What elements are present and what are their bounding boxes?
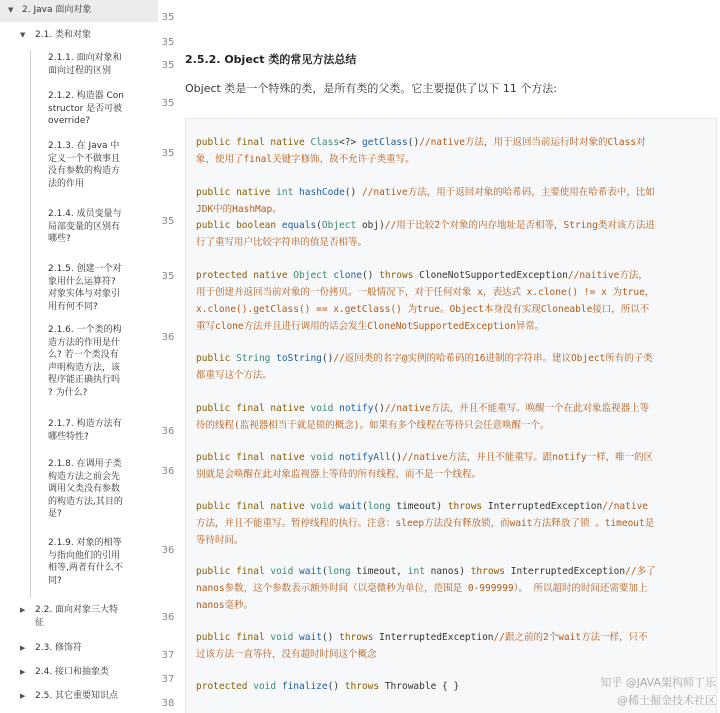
toc-item-label: 2.1.3. 在 Java 中 — [48, 141, 120, 151]
caret-down-icon[interactable]: ▼ — [20, 31, 26, 39]
toc-item[interactable] — [48, 418, 148, 443]
code-statement — [196, 267, 706, 335]
caret-right-icon[interactable]: ▶ — [20, 692, 26, 700]
toc-page-number: 35 — [161, 60, 175, 71]
code-line: 重写clone方法并且进行调用的话会发生CloneNotSupportedException异常。 — [196, 321, 545, 332]
toc-item-label: 面向过程的区别 — [48, 65, 112, 76]
code-line: 过该方法一直等待，没有超时时间这个概念 — [196, 649, 377, 660]
code-line: protected void finalize() throws Throwable { } — [196, 681, 460, 692]
toc-item-label: 2.1.6. 一个类的构 — [48, 325, 122, 335]
toc-page-number: 35 — [161, 148, 175, 159]
toc-item[interactable] — [35, 642, 148, 655]
code-line: public final native Class<?> getClass()//native方法，用于返回当前运行时对象的Class对 — [196, 137, 646, 148]
code-block — [185, 118, 717, 713]
code-line: public final void wait(long timeout, int nanos) throws InterruptedException//多了 — [196, 566, 656, 577]
toc-item-label: 与指向他们的引用 — [48, 550, 121, 561]
toc-item[interactable] — [35, 690, 148, 703]
code-line: 别就是会唤醒在此对象监视器上等待的所有线程，而不是一个线程。 — [196, 469, 482, 480]
code-statement — [196, 400, 706, 434]
toc-item-label: 么? 若一个类没有 — [48, 350, 119, 361]
toc-item-label: 没有参数的构造方 — [48, 166, 121, 177]
code-statement — [196, 184, 706, 218]
toc-page-number: 37 — [161, 674, 175, 685]
toc-page-number: 36 — [161, 332, 175, 343]
toc-item-label: 定义一个不做事且 — [48, 153, 121, 164]
toc-item-label: 2.1.5. 创建一个对 — [48, 264, 122, 274]
code-line: protected native Object clone() throws CloneNotSupportedException//naitive方法， — [196, 270, 648, 281]
toc-page-number: 36 — [161, 545, 175, 556]
code-line: 都重写这个方法。 — [196, 370, 273, 381]
code-line: public boolean equals(Object obj)//用于比较2个对象的内存地址是否相等，String类对该方法进 — [196, 220, 655, 231]
toc-item-label: 调用父类没有参数 — [48, 484, 121, 495]
toc-item-label: 声明构造方法，该 — [48, 362, 121, 373]
toc-page-number: 35 — [161, 216, 175, 227]
toc-item-label: 2.1. 类和对象 — [35, 30, 92, 40]
code-line: 象，使用了final关键字修饰，故不允许子类重写。 — [196, 154, 415, 165]
code-statement — [196, 350, 706, 384]
toc-item[interactable] — [48, 208, 148, 246]
toc-item-label: 是? — [48, 509, 62, 520]
toc-item[interactable] — [48, 263, 148, 313]
code-line: x.clone().getClass() == x.getClass() 为true。Object本身没有实现Cloneable接口，所以不 — [196, 304, 650, 315]
page-number-column — [157, 0, 179, 712]
watermark-juejin: @稀土掘金技术社区 — [617, 694, 716, 707]
watermark-zhihu: 知乎 @JAVA架构师丁乐 — [600, 676, 716, 689]
toc-item-label: 程序能正确执行吗 — [48, 375, 121, 386]
toc-item-label: 造方法的作用是什 — [48, 337, 121, 348]
toc-item-label: override? — [48, 116, 91, 127]
code-line: public final native void notifyAll()//native方法，并且不能重写。跟notify一样，唯一的区 — [196, 452, 654, 463]
toc-item-label: 对象实体与对象引 — [48, 289, 121, 300]
toc-item-label: 同? — [48, 575, 62, 586]
toc-indent-guide — [30, 50, 31, 598]
toc-page-number: 35 — [161, 37, 175, 48]
toc-item[interactable] — [35, 604, 148, 629]
toc-item-label: 2.4. 接口和抽象类 — [35, 667, 110, 677]
toc-page-number: 35 — [161, 12, 175, 23]
code-line: nanos毫秒。 — [196, 600, 254, 611]
code-line: 方法，并且不能重写。暂停线程的执行。注意：sleep方法没有释放锁，而wait方法释放了锁 。timeout是 — [196, 518, 655, 529]
toc-page-number: 36 — [161, 426, 175, 437]
toc-item[interactable] — [48, 537, 148, 587]
toc-item-label: 的构造方法,其目的 — [48, 496, 123, 507]
toc-item-label: 2.2. 面向对象三大特 — [35, 605, 119, 615]
code-line: JDK中的HashMap。 — [196, 204, 282, 215]
code-statement — [196, 563, 706, 614]
caret-down-icon[interactable]: ▼ — [8, 6, 14, 14]
document-content — [180, 0, 720, 712]
code-line: public final native void notify()//native方法，并且不能重写。唤醒一个在此对象监视器上等 — [196, 403, 650, 414]
toc-item-label: 2.1.4. 成员变量与 — [48, 209, 122, 219]
toc-item-label: 哪些? — [48, 234, 71, 245]
code-line: nanos参数，这个参数表示额外时间（以毫微秒为单位，范围是 0-999999）。 所以超时的时间还需要加上 — [196, 583, 648, 594]
toc-item[interactable] — [48, 140, 148, 190]
toc-item[interactable] — [35, 29, 148, 42]
toc-item-label: 哪些特性? — [48, 431, 89, 442]
toc-page-number: 35 — [161, 98, 175, 109]
section-intro: Object 类是一个特殊的类，是所有类的父类。它主要提供了以下 11 个方法: — [185, 82, 558, 95]
code-line: public final native void wait(long timeout) throws InterruptedException//native — [196, 501, 649, 512]
toc-item-label: 2.1.2. 构造器 Con — [48, 91, 124, 101]
code-statement — [196, 498, 706, 549]
toc-item[interactable] — [48, 52, 148, 77]
toc-page-number: 38 — [161, 698, 175, 709]
toc-item-label: 2.5. 其它重要知识点 — [35, 691, 119, 701]
toc-page-number: 37 — [161, 650, 175, 661]
code-line: 用于创建并返回当前对象的一份拷贝。一般情况下，对于任何对象 x，表达式 x.clone() != x 为true， — [196, 287, 655, 298]
toc-item-label: 2.1.8. 在调用子类 — [48, 459, 122, 469]
code-statement — [196, 629, 706, 663]
code-line: 待的线程(监视器相当于就是锁的概念)。如果有多个线程在等待只会任意唤醒一个。 — [196, 420, 550, 431]
caret-right-icon[interactable]: ▶ — [20, 644, 26, 652]
toc-item-label: 象用什么运算符? — [48, 276, 116, 287]
toc-page-number: 35 — [161, 271, 175, 282]
toc-page-number: 36 — [161, 612, 175, 623]
code-line: public final void wait() throws InterruptedException//跟之前的2个wait方法一样，只不 — [196, 632, 648, 643]
toc-item-label: 2.1.9. 对象的相等 — [48, 538, 122, 548]
toc-item[interactable] — [48, 458, 148, 521]
toc-item-label: 局部变量的区别有 — [48, 221, 121, 232]
toc-item-label: 相等,两者有什么不 — [48, 563, 123, 574]
toc-item-label: 2.1.7. 构造方法有 — [48, 419, 122, 429]
code-statement — [196, 217, 706, 251]
code-line: public String toString()//返回类的名字@实例的哈希码的16进制的字符串。建议Object所有的子类 — [196, 353, 653, 364]
toc-item-label: 征 — [35, 617, 45, 628]
toc-item[interactable] — [48, 324, 148, 400]
toc-item-label: 2.1.1. 面向对象和 — [48, 53, 122, 63]
code-line: 行了重写用户比较字符串的值是否相等。 — [196, 237, 368, 248]
caret-right-icon[interactable]: ▶ — [20, 668, 26, 676]
toc-item[interactable] — [48, 90, 148, 128]
toc-item-label: 用有何不同? — [48, 301, 98, 312]
toc-item-label: 法的作用 — [48, 178, 85, 189]
toc-item-label: 2.3. 修饰符 — [35, 643, 83, 653]
code-statement — [196, 449, 706, 483]
code-statement — [196, 134, 706, 168]
toc-sidebar — [0, 0, 180, 712]
toc-page-number: 36 — [161, 466, 175, 477]
code-line: public native int hashCode() //native方法，用于返回对象的哈希码，主要使用在哈希表中，比如 — [196, 187, 655, 198]
toc-item-label: structor 是否可被 — [48, 103, 123, 114]
toc-item[interactable] — [35, 666, 148, 679]
code-line: 等待时间。 — [196, 535, 244, 546]
caret-right-icon[interactable]: ▶ — [20, 606, 26, 614]
toc-item-label: 2. Java 面向对象 — [22, 5, 92, 15]
section-title: 2.5.2. Object 类的常见方法总结 — [185, 53, 357, 66]
toc-item-label: ? 为什么? — [48, 387, 88, 398]
toc-item[interactable] — [22, 4, 148, 17]
toc-item-label: 构造方法之前会先 — [48, 471, 121, 482]
